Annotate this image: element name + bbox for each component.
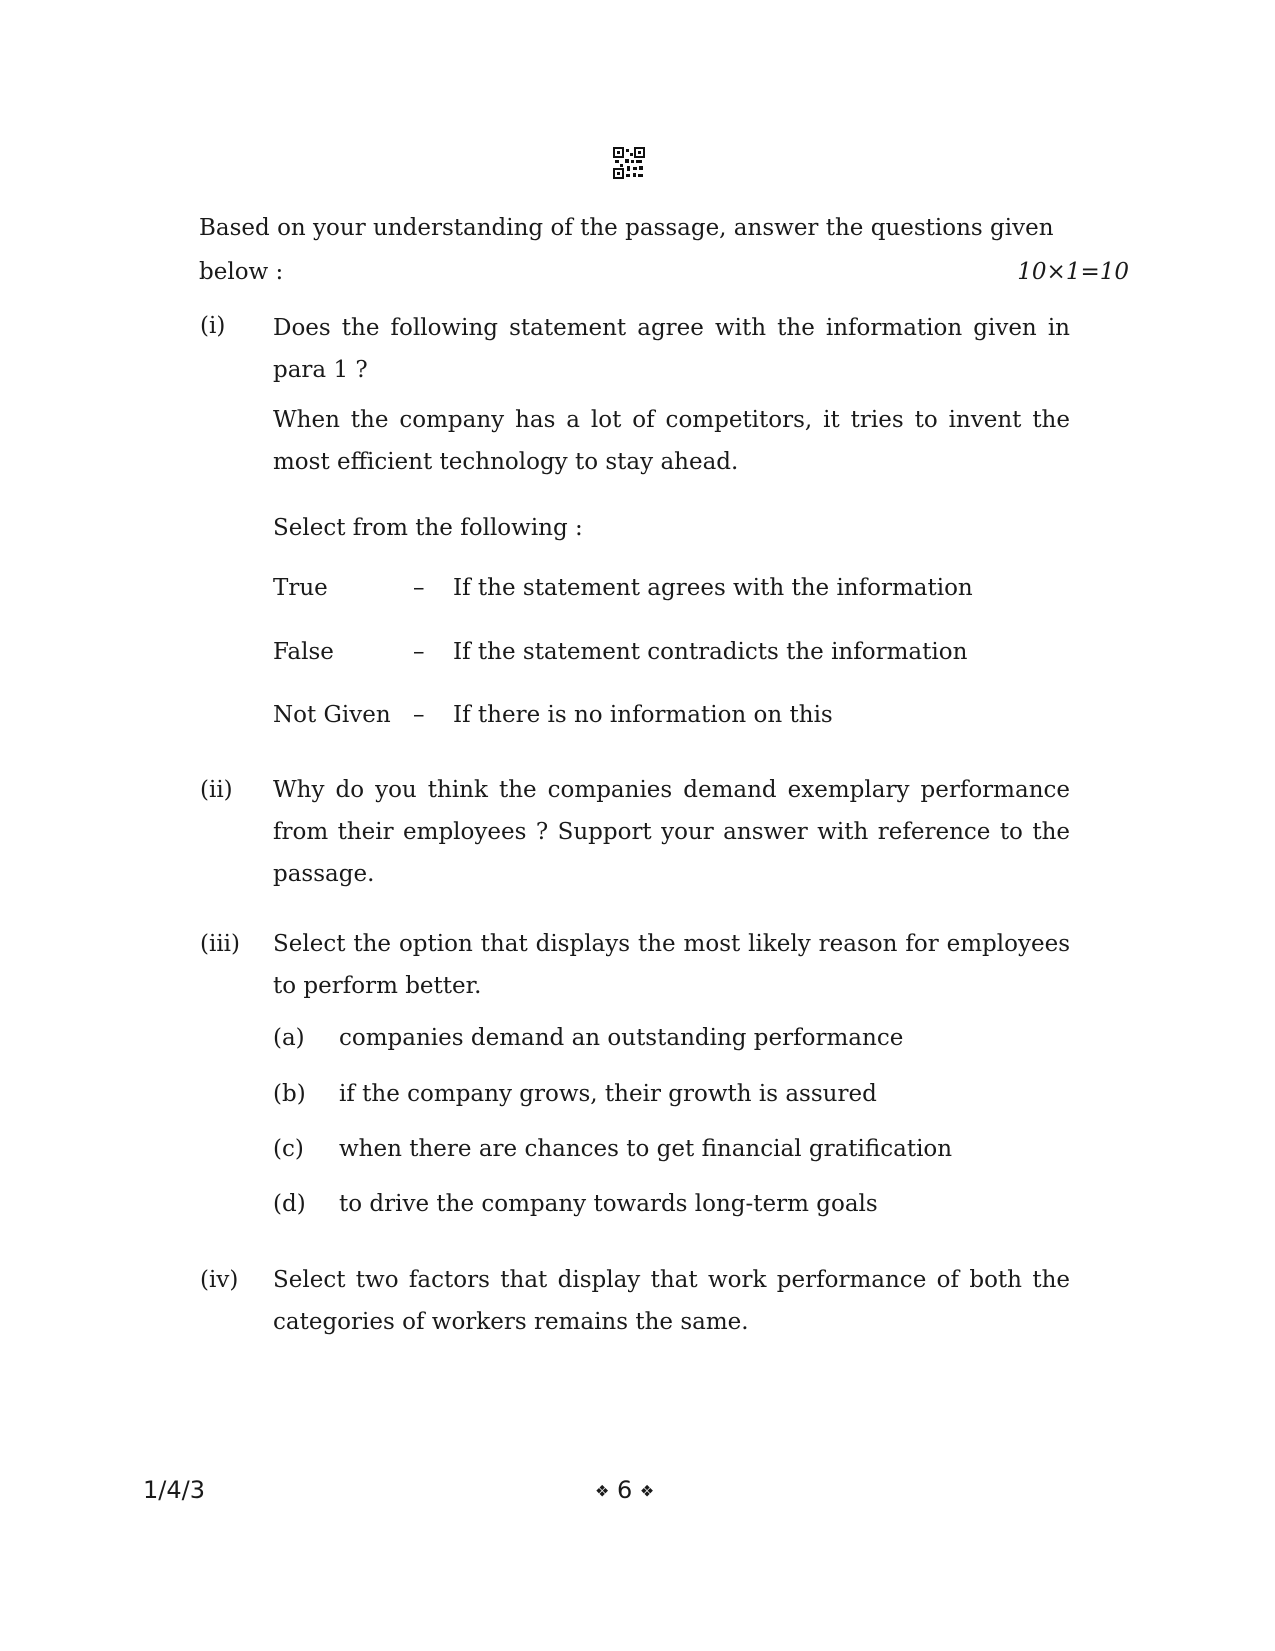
option-description: If there is no information on this [453,702,833,728]
choice-text-a: companies demand an outstanding performance [339,1025,904,1051]
question-text: Select the option that displays the most likely reason for employees to perform better. [273,931,1070,999]
choice-text-b: if the company grows, their growth is assured [339,1081,877,1107]
ornament-right-icon: ❖ [639,1481,655,1501]
option-dash: – [413,702,425,728]
choice-text-d: to drive the company towards long-term goals [339,1191,878,1217]
option-term: Not Given [273,702,391,728]
option-term: True [273,575,328,601]
option-description: If the statement agrees with the information [453,575,973,601]
marks-allocation: 10×1=10 [1017,259,1129,285]
option-false [273,639,967,665]
paper-code: 1/4/3 [143,1476,205,1504]
qr-code-icon [613,147,645,179]
option-description: If the statement contradicts the information [453,639,968,665]
question-number: (iv) [200,1267,239,1293]
question-text: Why do you think the companies demand exemplary performance from their employees ? Support your answer with reference to the passage. [273,777,1070,887]
question-number: (i) [200,313,226,339]
instructions [199,206,1129,294]
page-number [595,1476,654,1504]
option-term: False [273,639,334,665]
choice-label-b: (b) [273,1081,306,1107]
instructions-line-2: below : [199,259,284,285]
choice-text-c: when there are chances to get financial gratification [339,1136,953,1162]
instructions-line-1: Based on your understanding of the passage, answer the questions given [199,215,1054,241]
choice-label-a: (a) [273,1025,305,1051]
question-number: (ii) [200,777,233,803]
statement-text: When the company has a lot of competitors, it tries to invent the most efficient technology to stay ahead. [273,407,1070,475]
question-text: Does the following statement agree with the information given in para 1 ? [273,315,1070,383]
option-true [273,575,973,601]
option-not-given [273,702,833,728]
choice-label-c: (c) [273,1136,304,1162]
ornament-left-icon: ❖ [595,1481,610,1501]
page-number-value: 6 [616,1476,633,1504]
question-number: (iii) [200,931,241,957]
option-dash: – [413,575,425,601]
choice-label-d: (d) [273,1191,306,1217]
select-instruction: Select from the following : [273,515,583,541]
option-dash: – [413,639,425,665]
question-text: Select two factors that display that work performance of both the categories of workers remains the same. [273,1267,1070,1335]
